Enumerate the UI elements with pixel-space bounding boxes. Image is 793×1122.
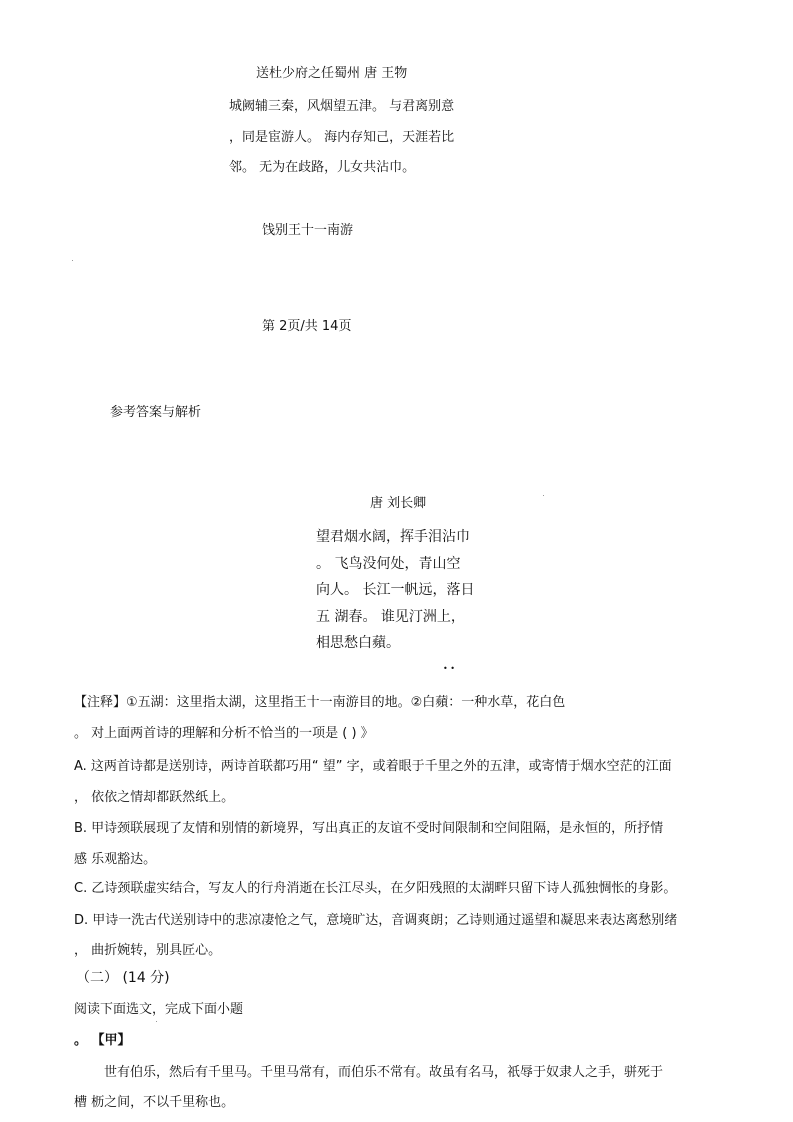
stray-mark	[72, 260, 73, 261]
poem2-line-4: 五 湖春。 谁见汀洲上，	[316, 609, 465, 625]
option-a-line-1: A. 这两首诗都是送别诗，两诗首联都巧用“ 望” 字，或着眼于千里之外的五津，或寄情于烟水空茫的江面	[74, 759, 672, 774]
poem1-line-2: ，同是宦游人。 海内存知己，天涯若比	[229, 130, 455, 145]
option-d-line-2: ， 曲折婉转，别具匠心。	[74, 943, 222, 958]
passage-jia-label: 。 【甲】	[74, 1033, 131, 1048]
poem2-line-3: 向人。 长江一帆远，落日	[316, 582, 475, 598]
poem2-line-2: 。 飞鸟没何处，青山空	[316, 556, 461, 572]
poem1-title: 送杜少府之任蜀州 唐 王物	[256, 66, 408, 81]
option-c: C. 乙诗颈联虚实结合，写友人的行舟消逝在长江尽头，在夕阳残照的太湖畔只留下诗人孤独惆怅的身影。	[74, 881, 677, 896]
stray-mark	[543, 495, 544, 496]
poem1-line-1: 城阙辅三秦，风烟望五津。 与君离别意	[229, 99, 455, 114]
answer-heading: 参考答案与解析	[110, 405, 202, 420]
option-b-line-2: 感 乐观豁达。	[74, 852, 157, 867]
reading-instruction: 阅读下面选文，完成下面小题	[74, 1002, 244, 1017]
poem2-line-5: 相思愁白蘋。	[316, 635, 400, 651]
poem1-line-3: 邻。 无为在歧路，儿女共沾巾。	[229, 160, 416, 175]
option-d-line-1: D. 甲诗一洗古代送别诗中的悲凉凄怆之气，意境旷达，音调爽朗；乙诗则通过遥望和凝思来表达离愁别绪	[74, 913, 678, 928]
section-heading: （二） (14 分)	[76, 970, 170, 986]
passage-line-1: 世有伯乐，然后有千里马。千里马常有，而伯乐不常有。故虽有名马，祇辱于奴隶人之手，骈死于	[104, 1065, 664, 1080]
emphasis-marks: • •	[443, 664, 455, 673]
passage-line-2: 槽 枥之间，不以千里称也。	[74, 1095, 235, 1110]
stray-mark	[156, 1021, 157, 1022]
question-stem: 。 对上面两首诗的理解和分析不恰当的一项是 ( ) 》	[74, 726, 374, 741]
poem2-line-1: 望君烟水阔，挥手泪沾巾	[316, 529, 470, 545]
note-line-1: 【注释】①五湖：这里指太湖，这里指王十一南游目的地。②白蘋：一种水草，花白色	[74, 695, 566, 710]
poem2-author: 唐 刘长卿	[370, 496, 427, 511]
poem2-title: 饯别王十一南游	[262, 223, 354, 238]
page-number: 第 2页/共 14页	[262, 319, 352, 334]
option-a-line-2: ， 依依之情却都跃然纸上。	[74, 790, 235, 805]
option-b-line-1: B. 甲诗颈联展现了友情和别情的新境界，写出真正的友谊不受时间限制和空间阻隔，是永恒的，所抒情	[74, 821, 664, 836]
